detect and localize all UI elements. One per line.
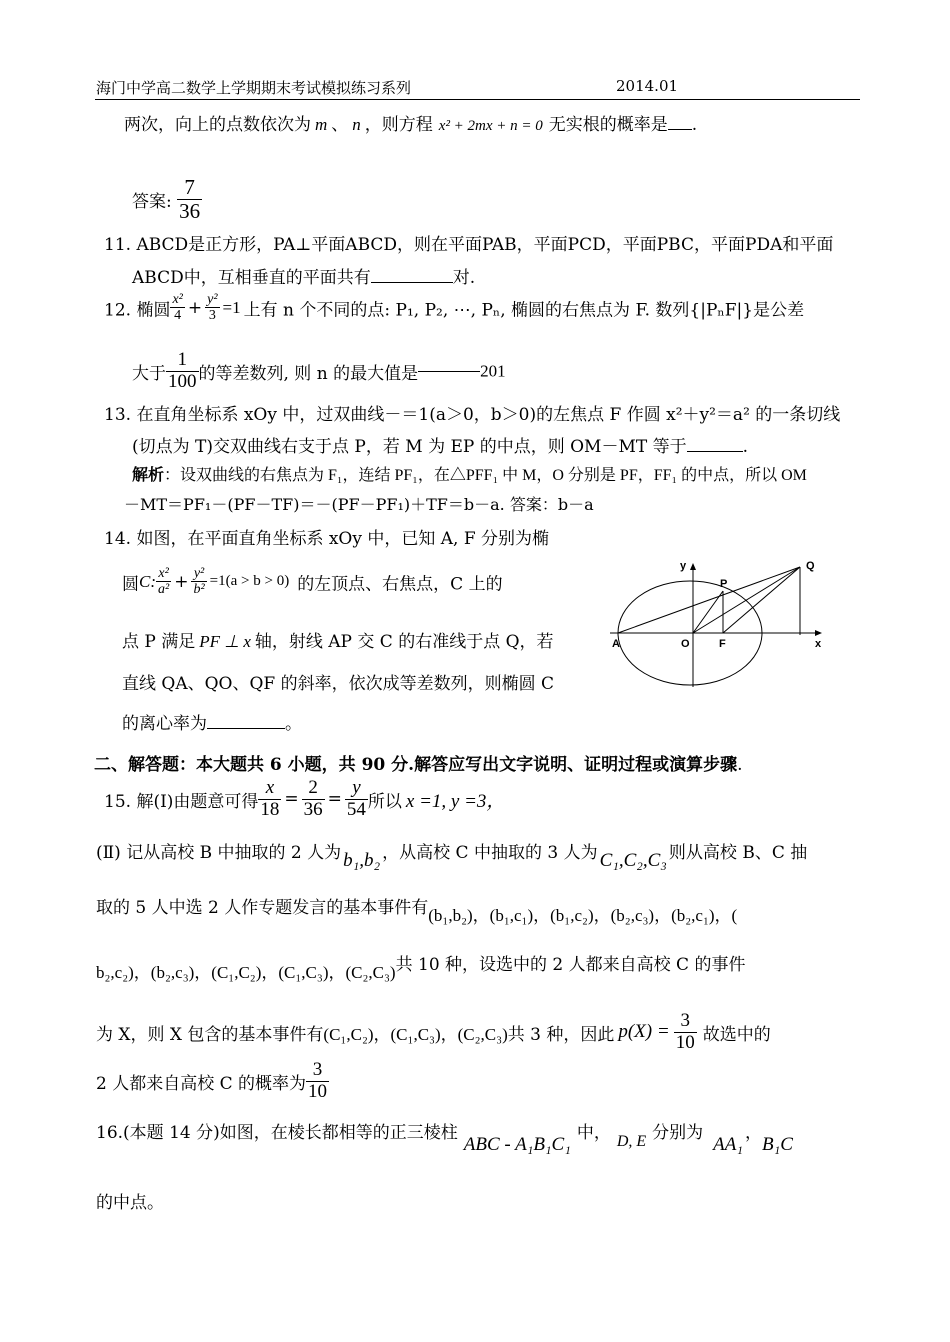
- q12-eq: =1: [222, 297, 241, 317]
- q14-ellipse-name: C:: [139, 571, 156, 591]
- q15-px-den: 10: [675, 1031, 695, 1053]
- q12-text-a: 上有 n 个不同的点: P₁, P₂, ⋯, Pₙ, 椭圆的右焦点为 F. 数列{|PₙF|}是公差: [243, 300, 805, 321]
- label-f: F: [719, 638, 726, 650]
- label-o: O: [681, 638, 690, 650]
- q12-line2-b: 的等差数列, 则 n 的最大值是: [198, 363, 419, 384]
- q15-b12: b₁,b₂: [343, 850, 381, 871]
- q15-line5-a: 为 X，则 X 包含的基本事件有: [96, 1024, 324, 1045]
- q13-solution-line1: [132, 462, 807, 485]
- q11-line2: [132, 263, 475, 288]
- q15-line3-a: 取的 5 人中选 2 人作专题发言的基本事件有: [96, 898, 429, 918]
- q14-line3-a: 点 P 满足: [122, 632, 196, 652]
- q15-line5: [96, 1011, 771, 1054]
- q12-blank: [418, 371, 480, 372]
- q16-line1: [96, 1118, 793, 1155]
- q10-line: 两次，向上的点数依次为 m 、 n ，则方程 x² + 2mx + n = 0 无实根的概率是 .: [124, 115, 698, 135]
- label-y: y: [680, 560, 687, 572]
- q14-line5: [122, 709, 302, 734]
- q12-frac-y-num: y²: [207, 292, 218, 307]
- q15-line6-a: 2 人都来自高校 C 的概率为: [96, 1073, 307, 1094]
- q15-line6: [96, 1060, 329, 1103]
- segment-op: [693, 591, 723, 633]
- q14-frac-x: [156, 566, 171, 598]
- q10-answer-num: 7: [177, 176, 202, 200]
- q12-frac-d-num: 1: [166, 350, 199, 372]
- q14-line2-a: 圆: [122, 574, 139, 595]
- q14-ellipse-figure: [610, 555, 835, 695]
- q15-frac-y-den: 54: [346, 798, 366, 820]
- section2-title-text: 二、解答题：本大题共 6 小题，共 90 分.解答应写出文字说明、证明过程或演算步骤: [94, 755, 738, 775]
- y-axis-arrow: [690, 563, 696, 570]
- header-title: 海门中学高二数学上学期期末考试模拟练习系列: [96, 79, 412, 97]
- q15-frac-2-den: 36: [303, 798, 323, 820]
- label-x: x: [815, 638, 822, 650]
- label-p: P: [720, 578, 728, 590]
- q15-line4-items: b₂,c₂)，(b₂,c₃)，(C₁,C₂)，(C₁,C₃)，(C₂,C₃): [96, 963, 396, 982]
- q12-line2: [132, 350, 506, 393]
- x-axis-arrow: [815, 630, 822, 636]
- q15-frac-x: [258, 778, 281, 821]
- q12-line2-a: 大于: [132, 363, 166, 384]
- q10-text-a: 两次，向上的点数依次为: [124, 115, 311, 135]
- q10-text-c: 无实根的概率是: [548, 115, 668, 135]
- q13-blank: [687, 451, 743, 452]
- q14-blank: [207, 728, 285, 729]
- q14-line2: [122, 566, 503, 598]
- q13-line2-a: (切点为 T)交双曲线右支于点 P，若 M 为 EP 的中点，则 OM－MT 等于: [132, 437, 687, 457]
- q15-p-den: 10: [308, 1080, 328, 1102]
- q10-blank: [668, 129, 692, 130]
- q15-line1-c: x =1, y =3，: [405, 790, 506, 812]
- q14-plus: +: [174, 571, 189, 592]
- q14-line5-b: 。: [285, 714, 302, 734]
- q10-answer: [132, 176, 202, 223]
- q12-line1: [104, 292, 804, 324]
- q10-text-b: ，则方程: [364, 115, 433, 135]
- q15-line2-a: (Ⅱ) 记从高校 B 中抽取的 2 人为: [96, 843, 342, 863]
- q15-px: p(X) =: [618, 1021, 670, 1043]
- q15-line1: 15. 解(Ⅰ)由题意可得 $\frac{x}{18}$ = $\frac{2}{36}$ = $\frac{y}{54}$ 所以 x =1, y =3，: [104, 777, 506, 820]
- q15-line5-c: 故选中的: [702, 1024, 771, 1045]
- q12-lead: 12. 椭圆: [104, 300, 171, 321]
- label-q: Q: [806, 560, 815, 572]
- q12-frac-x-den: 4: [174, 308, 182, 324]
- q15-line2: [96, 838, 808, 871]
- q15-line4: [96, 950, 746, 982]
- q15-frac-x-den: 18: [260, 798, 280, 820]
- q12-plus: +: [187, 297, 203, 318]
- q14-frac-y: [191, 566, 206, 598]
- q15-p-frac: [306, 1060, 329, 1103]
- q13-line1: 13. 在直角坐标系 xOy 中，过双曲线－＝1(a＞0，b＞0)的左焦点 F 作圆 x²＋y²＝a² 的一条切线: [104, 405, 841, 425]
- q14-frac-y-den: b²: [193, 582, 205, 598]
- q15-line5-items: (C₁,C₂)，(C₁,C₃)，(C₂,C₃): [323, 1024, 508, 1044]
- q15-line5-b: 共 3 种，因此: [507, 1024, 615, 1045]
- q15-frac-y-num: y: [345, 778, 368, 800]
- q13-solution-text1: ：设双曲线的右焦点为 F₁，连结 PF₁，在△PFF₁ 中 M，O 分别是 PF，FF₁ 的中点，所以 OM: [164, 467, 807, 484]
- q15-line1-b: 所以: [367, 791, 402, 812]
- header-rule: [95, 99, 860, 100]
- q16-b1c: B₁C: [761, 1134, 793, 1155]
- q13-line2: [132, 432, 748, 457]
- q12-frac-y-den: 3: [208, 308, 216, 324]
- q15-px-frac: [674, 1011, 697, 1054]
- q16-comma: ，: [744, 1123, 762, 1143]
- q16-de: D, E: [616, 1133, 647, 1150]
- q16-line1-c: 分别为: [652, 1123, 704, 1143]
- q15-p-num: 3: [306, 1060, 329, 1082]
- q15-frac-x-num: x: [258, 778, 281, 800]
- q12-frac-d: [166, 350, 199, 393]
- q11-text-a: ABCD中，互相垂直的平面共有: [132, 268, 371, 288]
- q14-frac-x-num: x²: [156, 566, 171, 582]
- q14-condition: =1(a > b > 0): [209, 573, 290, 590]
- q14-line5-a: 的离心率为: [122, 714, 207, 734]
- q15-frac-2-num: 2: [302, 778, 325, 800]
- q14-line4: 直线 QA、QO、QF 的斜率，依次成等差数列，则椭圆 C: [122, 674, 555, 694]
- q11-text-b: 对.: [452, 268, 476, 288]
- q14-frac-x-den: a²: [158, 582, 170, 598]
- section2-title-end: .: [737, 755, 743, 775]
- q10-n: n: [352, 115, 361, 134]
- q14-line1: 14. 如图，在平面直角坐标系 xOy 中，已知 A, F 分别为椭: [104, 529, 550, 549]
- line-fq: [723, 567, 800, 633]
- q15-line1-a: 15. 解(Ⅰ)由题意可得: [104, 791, 259, 812]
- q11-blank: [371, 282, 453, 283]
- q10-sep: 、: [331, 115, 349, 135]
- q15-px-num: 3: [674, 1011, 697, 1033]
- q10-answer-label: 答案:: [132, 192, 172, 213]
- q12-answer: 201: [480, 361, 506, 381]
- q15-line2-c: 则从高校 B、C 抽: [668, 843, 808, 863]
- q10-answer-fraction: [177, 176, 202, 223]
- q13-line2-b: .: [742, 437, 749, 457]
- q16-aa1: AA₁: [713, 1134, 743, 1155]
- q14-perp: PF ⊥ x: [199, 632, 251, 651]
- q15-line3: [96, 893, 738, 925]
- q13-solution-line2: －MT＝PF₁－(PF－TF)＝－(PF－PF₁)＋TF＝b－a. 答案：b－a: [124, 495, 594, 514]
- q14-line3: [122, 627, 554, 652]
- q16-line1-b: 中，: [576, 1123, 611, 1143]
- q12-frac-d-den: 100: [168, 370, 197, 392]
- q14-line3-b: 轴，射线 AP 交 C 的右准线于点 Q，若: [254, 632, 554, 652]
- q14-line2-c: 的左顶点、右焦点，C 上的: [297, 574, 503, 595]
- q16-line2: 的中点。: [96, 1193, 164, 1213]
- q15-line2-b: ，从高校 C 中抽取的 3 人为: [382, 843, 598, 863]
- q13-solution-label: 解析: [132, 465, 165, 484]
- q12-frac-y: [205, 292, 219, 324]
- q16-line1-a: 16.(本题 14 分)如图，在棱长都相等的正三棱柱: [96, 1123, 458, 1143]
- q15-c123: C₁,C₂,C₃: [599, 850, 667, 871]
- section2-title: [94, 750, 742, 775]
- q15-line4-b: 共 10 种，设选中的 2 人都来自高校 C 的事件: [395, 955, 746, 975]
- q15-frac-2: [302, 778, 325, 821]
- q10-m: m: [315, 115, 328, 134]
- q10-answer-den: 36: [179, 199, 201, 224]
- label-a: A: [612, 638, 620, 650]
- q16-prism: ABC - A₁B₁C₁: [463, 1134, 571, 1155]
- q14-frac-y-num: y²: [191, 566, 206, 582]
- q10-equation: x² + 2mx + n = 0: [438, 118, 543, 134]
- q15-frac-y: [345, 778, 368, 821]
- q15-line3-items: (b₁,b₂)，(b₁,c₁)，(b₁,c₂)，(b₂,c₃)，(b₂,c₁)，(: [428, 906, 738, 925]
- header-date: 2014.01: [616, 77, 679, 95]
- q11-line1: 11. ABCD是正方形，PA⊥平面ABCD，则在平面PAB，平面PCD，平面PBC，平面PDA和平面: [104, 235, 834, 255]
- q12-frac-x: [170, 292, 184, 324]
- q12-frac-x-num: x²: [172, 292, 183, 307]
